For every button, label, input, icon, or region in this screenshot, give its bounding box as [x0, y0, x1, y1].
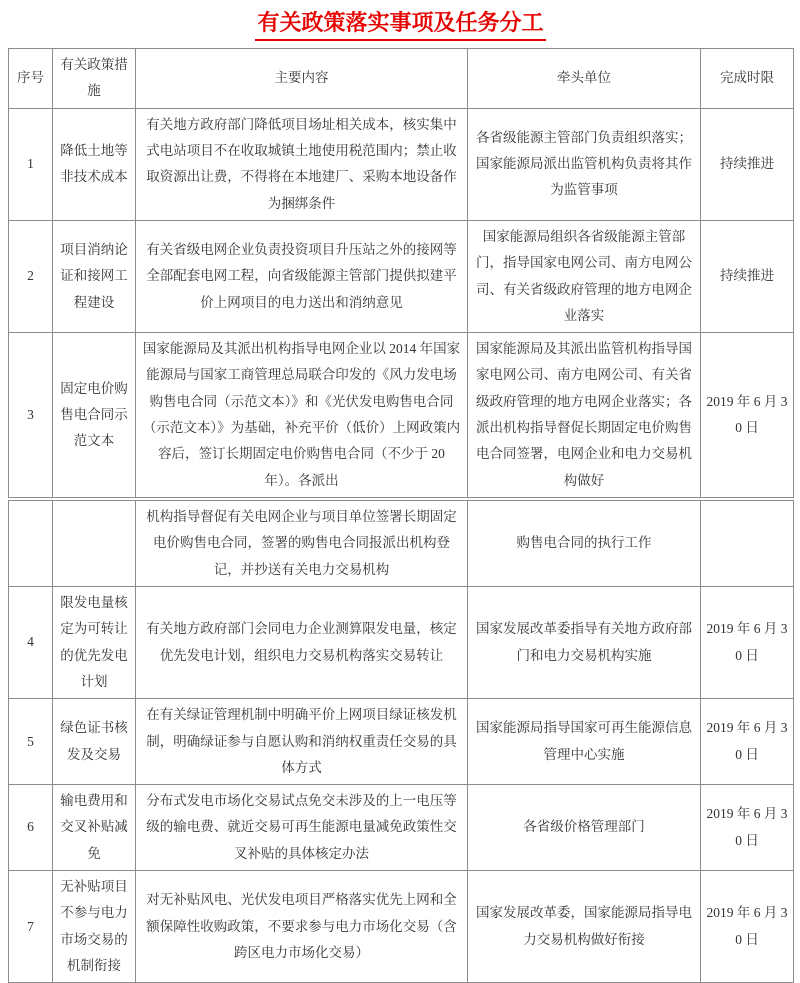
- cell-lead-unit: 国家能源局组织各省级能源主管部门，指导国家电网公司、南方电网公司、有关省级政府管理的地方电网企业落实: [468, 220, 701, 332]
- column-header-seq: 序号: [9, 49, 53, 109]
- cell-deadline: 2019 年 6 月 30 日: [701, 871, 794, 983]
- table-row: [9, 333, 794, 499]
- table-row: [9, 220, 794, 332]
- column-header-content: 主要内容: [136, 49, 468, 109]
- table-row: [9, 785, 794, 871]
- page-title-text: 有关政策落实事项及任务分工: [255, 6, 545, 41]
- policy-task-table: [8, 48, 794, 983]
- page-title: [8, 6, 793, 41]
- cell-content: 机构指导督促有关电网企业与项目单位签署长期固定电价购售电合同，签署的购售电合同报派出机构登记，并抄送有关电力交易机构: [136, 499, 468, 586]
- column-header-lead-unit: 牵头单位: [468, 49, 701, 109]
- table-header-row: [9, 49, 794, 109]
- cell-seq: 1: [9, 108, 53, 220]
- cell-lead-unit: 国家发展改革委指导有关地方政府部门和电力交易机构实施: [468, 586, 701, 698]
- cell-measure: 输电费用和交叉补贴减免: [53, 785, 136, 871]
- cell-lead-unit: 购售电合同的执行工作: [468, 499, 701, 586]
- cell-deadline: [701, 499, 794, 586]
- cell-lead-unit: 国家能源局及其派出监管机构指导国家电网公司、南方电网公司、有关省级政府管理的地方电网企业落实；各派出机构指导督促长期固定电价购售电合同签署，电网企业和电力交易机构做好: [468, 333, 701, 499]
- cell-deadline: 持续推进: [701, 220, 794, 332]
- cell-deadline: 持续推进: [701, 108, 794, 220]
- cell-measure: 限发电量核定为可转让的优先发电计划: [53, 586, 136, 698]
- column-header-deadline: 完成时限: [701, 49, 794, 109]
- table-row-continuation: [9, 499, 794, 586]
- cell-measure: 绿色证书核发及交易: [53, 699, 136, 785]
- cell-content: 有关地方政府部门降低项目场址相关成本，核实集中式电站项目不在收取城镇土地使用税范围内；禁止收取资源出让费，不得将在本地建厂、采购本地设备作为捆绑条件: [136, 108, 468, 220]
- cell-measure: 无补贴项目不参与电力市场交易的机制衔接: [53, 871, 136, 983]
- table-row: [9, 586, 794, 698]
- table-row: [9, 871, 794, 983]
- cell-seq: 4: [9, 586, 53, 698]
- cell-seq: 3: [9, 333, 53, 499]
- cell-lead-unit: 国家能源局指导国家可再生能源信息管理中心实施: [468, 699, 701, 785]
- cell-deadline: 2019 年 6 月 30 日: [701, 785, 794, 871]
- cell-content: 对无补贴风电、光伏发电项目严格落实优先上网和全额保障性收购政策，不要求参与电力市场化交易（含跨区电力市场化交易）: [136, 871, 468, 983]
- cell-content: 有关地方政府部门会同电力企业测算限发电量，核定优先发电计划，组织电力交易机构落实交易转让: [136, 586, 468, 698]
- cell-content: 国家能源局及其派出机构指导电网企业以 2014 年国家能源局与国家工商管理总局联合印发的《风力发电场购售电合同（示范文本）》和《光伏发电购售电合同（示范文本）》为基础，补充平价（低价）上网政策内容后，签订长期固定电价购售电合同（不少于 20 年）。各派出: [136, 333, 468, 499]
- table-row: [9, 699, 794, 785]
- cell-content: 分布式发电市场化交易试点免交未涉及的上一电压等级的输电费、就近交易可再生能源电量减免政策性交叉补贴的具体核定办法: [136, 785, 468, 871]
- cell-seq: 6: [9, 785, 53, 871]
- table-row: [9, 108, 794, 220]
- cell-lead-unit: 国家发展改革委，国家能源局指导电力交易机构做好衔接: [468, 871, 701, 983]
- cell-measure: 固定电价购售电合同示范文本: [53, 333, 136, 499]
- cell-content: 有关省级电网企业负责投资项目升压站之外的接网等全部配套电网工程，向省级能源主管部门提供拟建平价上网项目的电力送出和消纳意见: [136, 220, 468, 332]
- cell-seq: 5: [9, 699, 53, 785]
- cell-seq: 7: [9, 871, 53, 983]
- cell-deadline: 2019 年 6 月 30 日: [701, 333, 794, 499]
- cell-measure: [53, 499, 136, 586]
- column-header-measure: 有关政策措施: [53, 49, 136, 109]
- cell-content: 在有关绿证管理机制中明确平价上网项目绿证核发机制，明确绿证参与自愿认购和消纳权重责任交易的具体方式: [136, 699, 468, 785]
- cell-seq: [9, 499, 53, 586]
- cell-lead-unit: 各省级价格管理部门: [468, 785, 701, 871]
- cell-measure: 降低土地等非技术成本: [53, 108, 136, 220]
- cell-seq: 2: [9, 220, 53, 332]
- cell-deadline: 2019 年 6 月 30 日: [701, 699, 794, 785]
- cell-lead-unit: 各省级能源主管部门负责组织落实；国家能源局派出监管机构负责将其作为监管事项: [468, 108, 701, 220]
- cell-measure: 项目消纳论证和接网工程建设: [53, 220, 136, 332]
- cell-deadline: 2019 年 6 月 30 日: [701, 586, 794, 698]
